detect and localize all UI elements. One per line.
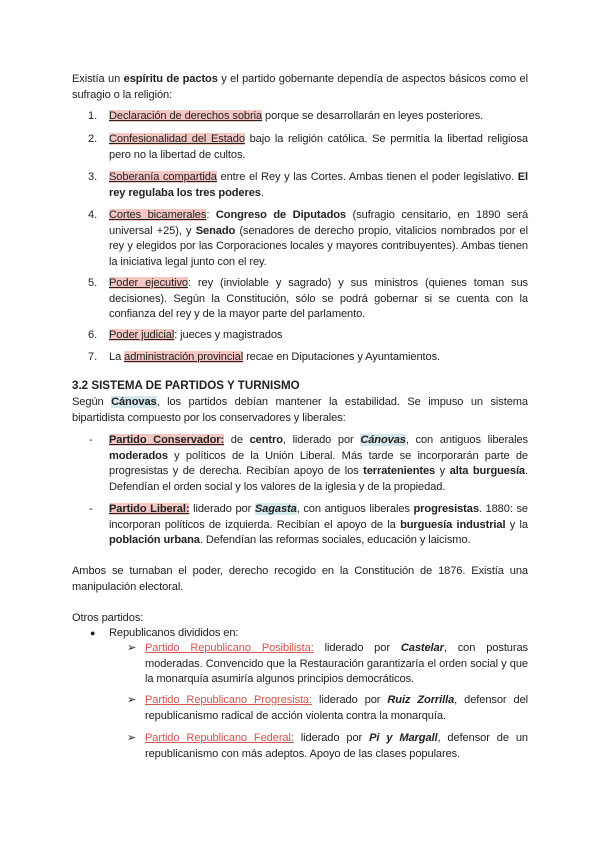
party-bold: terratenientes (363, 465, 436, 478)
party-leader: Pi y Margall (369, 732, 438, 744)
party-text: de (224, 434, 250, 446)
party-link[interactable]: Partido Republicano Federal: (145, 732, 294, 744)
section-paragraph (72, 395, 528, 426)
party-text: y políticos de la Unión Liberal. Más tarde se incorporarán parte de progresistas y de derecha. Recibían apoyo de los (109, 449, 528, 478)
bullet-marker: ● (90, 628, 96, 638)
party-bold: población urbana (109, 534, 200, 547)
party-text: liderado por (313, 642, 401, 654)
party-text: y la (505, 518, 528, 531)
party-name: Partido Liberal: (109, 503, 190, 515)
party-text: . Defendían el orden social y los valores de la iglesia y de la propiedad. (109, 465, 528, 493)
party-text: liderado por (189, 503, 255, 515)
party-text: . Defendían las reformas sociales, educación y laicismo. (199, 534, 471, 547)
intro-paragraph (72, 72, 528, 103)
list-highlight: Declaración de derechos sobria (109, 110, 263, 122)
party-link[interactable]: Partido Republicano Posibilista: (145, 642, 314, 654)
list-highlight: Poder judicial (109, 329, 175, 341)
list-number: 2. (88, 133, 98, 145)
party-bold: alta burguesía (449, 465, 525, 478)
party-text: . 1880: se incorporan políticos de izquierda. Recibían el apoyo de la (109, 503, 528, 531)
list-text: recae en Diputaciones y Ayuntamientos. (243, 351, 441, 363)
list-number: 1. (88, 110, 98, 122)
party-text: , con antiguos liberales (296, 503, 414, 515)
arrow-icon: ➢ (127, 642, 137, 654)
party-text: , con antiguos liberales (405, 434, 529, 446)
party-text: , defensor de un republicanismo con más adeptos. Apoyo de las clases populares. (145, 732, 528, 760)
party-text: y (435, 465, 450, 478)
list-text: entre el Rey y las Cortes. Ambas tienen el poder legislativo. (216, 171, 518, 183)
canovas-name: Cánovas (111, 396, 157, 408)
intro-pre: Existía un (72, 73, 124, 85)
list-number: 7. (88, 351, 98, 363)
dash-marker: - (89, 503, 93, 515)
party-bold: burguesía industrial (400, 518, 506, 531)
party-bold: centro (249, 434, 283, 446)
party-bold: moderados (109, 449, 168, 462)
arrow-icon: ➢ (127, 732, 137, 744)
list-highlight: Soberanía compartida (109, 171, 217, 183)
list-bold-congreso: Congreso de Diputados (215, 209, 346, 221)
list-pre: La (109, 351, 125, 363)
list-number: 6. (88, 329, 98, 341)
party-text: liderado por (312, 694, 388, 706)
section-heading: 3.2 SISTEMA DE PARTIDOS Y TURNISMO (72, 379, 300, 392)
arrow-icon: ➢ (127, 694, 137, 706)
list-text: porque se desarrollarán en leyes posteriores. (262, 110, 484, 122)
list-text-3: (senadores de derecho propio, vitalicios nombrados por el rey y elegidos por las Corporaciones locales y mayores contribuyentes). Ambas tienen la iniciativa legal junto con el rey. (109, 224, 528, 268)
list-highlight: Confesionalidad del Estado (109, 133, 245, 145)
list-number: 5. (88, 277, 98, 289)
dash-marker: - (89, 434, 93, 446)
list-number: 3. (88, 171, 98, 183)
list-text: : rey (inviolable y sagrado) y sus ministros (quienes toman sus decisiones). Según la Constitución, sólo se podrá gobernar si se cuenta con la confianza del rey y de la mayor parte del parlamento. (109, 277, 528, 321)
bullet-text: Republicanos divididos en: (109, 627, 239, 639)
party-text: liderado por (293, 732, 370, 744)
intro-post: y el partido gobernante dependía de aspectos básicos como el sufragio o la religión: (72, 73, 528, 101)
list-bold-senado: Senado (195, 224, 236, 237)
party-text: , liderado por (282, 434, 361, 446)
list-highlight: Poder ejecutivo (109, 277, 188, 289)
party-link[interactable]: Partido Republicano Progresista: (145, 694, 312, 706)
ambos-paragraph: Ambos se turnaban el poder, derecho recogido en la Constitución de 1876. Existía una manipulación electoral. (72, 565, 528, 593)
list-text: bajo la religión católica. Se permitía la libertad religiosa pero no la libertad de cultos. (109, 133, 528, 161)
section-pre: Según (72, 396, 112, 408)
otros-title: Otros partidos: (72, 612, 144, 624)
list-text-2: (sufragio censitario, en 1890 será universal +25), y (109, 209, 529, 237)
list-number: 4. (88, 209, 98, 221)
intro-bold: espíritu de pactos (123, 73, 218, 85)
section-post: , los partidos debían mantener la estabilidad. Se impuso un sistema bipartidista compuesto por los conservadores y liberales: (72, 396, 528, 424)
list-bold: El rey regulaba los tres poderes (109, 171, 529, 199)
party-text: , defensor del republicanismo radical de acción violenta contra la monarquía. (145, 694, 528, 722)
list-highlight: Cortes bicamerales (109, 209, 207, 221)
party-text: , con posturas moderadas. Convencido que la Restauración garantizaría el orden social y que la monarquía asumiría algunos principios democráticos. (145, 642, 528, 686)
list-text: : jueces y magistrados (174, 329, 283, 341)
party-bold: progresistas (413, 503, 479, 515)
list-text-end: . (260, 186, 264, 199)
party-leader: Sagasta (254, 503, 297, 515)
party-name: Partido Conservador: (109, 434, 225, 446)
list-highlight: administración provincial (124, 351, 244, 363)
party-leader: Castelar (400, 642, 444, 654)
list-text: : (206, 209, 216, 221)
party-leader: Cánovas (360, 434, 406, 446)
party-leader: Ruiz Zorrilla (387, 694, 455, 706)
